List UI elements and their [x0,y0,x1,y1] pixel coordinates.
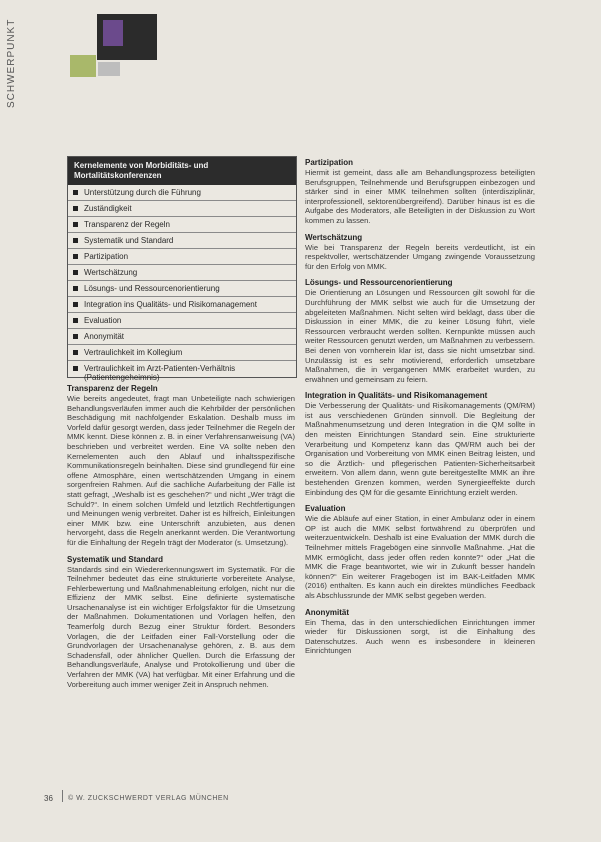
list-item [68,313,296,329]
section-heading: Systematik und Standard [67,554,164,564]
bullet-icon [73,350,78,355]
bullet-icon [73,318,78,323]
list-item [68,233,296,249]
bullet-icon [73,254,78,259]
section-label: SCHWERPUNKT [6,18,17,108]
list-item-label: Unterstützung durch die Führung [84,188,201,197]
section-text: Standards sind ein Wiedererkennungswert im Systematik. Für die Teilnehmer bedeutet das eine strukturierte vorbereitete Analyse, Fehlerbewertung und Maßnahmenableitung erfolgen, nicht nur die Effizienz der MMK selbst. Eine definierte systematische Ursachenanalyse ist ein wichtiger Erfolgsfaktor für die Umsetzung der Maßnahmen. Dokumentationen und Vorlagen helfen, den Teamerfolg durch Bezug einer Struktur fördert. Besonders Vorlagen, die der Leitfaden einer Fall-Vorstellung oder die Grundvorlagen der Ursachenanalyse gehören, z. B. aus dem Schadensfall, oder ähnlicher Quellen. Durch die Erfassung der Behandlungsverläufe, Analyse und Protokollierung und über die Verfahren der MMK (VA) hat verfügbar. Mit einer Erfahrung und die Vorbereitung auch immer weniger Zeit in Anspruch nehmen. [67,564,295,689]
bullet-icon [73,190,78,195]
list-item [68,297,296,313]
box-list [68,185,296,385]
section-heading: Wertschätzung [305,232,363,242]
list-item [68,249,296,265]
list-item-label: Zuständigkeit [84,204,132,213]
bullet-icon [73,334,78,339]
left-column [67,384,295,696]
list-item-label: Integration ins Qualitäts- und Risikomanagement [84,300,257,309]
section-text: Wie bereits angedeutet, fragt man Unbeteiligte nach schwierigen Behandlungsverläufen immer auch die Kehrbilder der persönlichen Beschädigung mit nachfolgender Eskalation. Deshalb muss im Vorfeld dafür gesorgt werden, dass jeder Teilnehmer die Regeln der MMK kennt. Diese können z. B. in einer Verfahrensanweisung (VA) beschrieben und verbreitet werden. Eine VA sollte neben den Kernelementen auch den Ablauf und inhaltsspezifische Kommunikationsregeln beinhalten. Diese sind grundlegend für eine offene Atmosphäre, einen wertschätzenden Umgang in einem sorgenfreien Rahmen. Auf die sachliche Aufarbeitung der Fälle ist statt gefragt, „Weshalb ist es geschehen?“ und nicht „Wer trägt die Schuld?“. In einem solchen Umfeld und letztlich Rechtfertigungen und Meinungen wenig verbreitet. Daher ist es hilfreich, Einleitungen einer MMK bzw. eine Unterschrift anzubieten, aus denen hervorgeht, dass die Regeln anerkannt werden. Die Verantwortung für die Einhaltung der Regeln trägt der Moderator (s. Umsetzung). [67,394,295,547]
list-item [68,185,296,201]
section-heading: Lösungs- und Ressourcenorientierung [305,278,453,288]
list-item-label: Anonymität [84,332,125,341]
section-heading: Anonymität [305,607,349,617]
section-heading: Evaluation [305,504,346,514]
list-item [68,281,296,297]
publisher-credit: © W. ZUCKSCHWERDT VERLAG MÜNCHEN [68,795,229,802]
page-number: 36 [44,794,53,803]
bullet-icon [73,238,78,243]
decorative-square-green [70,55,96,77]
bullet-icon [73,302,78,307]
bullet-icon [73,286,78,291]
list-item [68,201,296,217]
bullet-icon [73,222,78,227]
list-item-label: Lösungs- und Ressourcenorientierung [84,284,220,293]
kernelemente-box [67,156,297,382]
list-item-label: Evaluation [84,316,122,325]
section-text: Die Verbesserung der Qualitäts- und Risikomanagements (QM/RM) ist aus verschiedenen Gründen sinnvoll. Die Begleitung der Maßnahmenumsetzung und deren Integration in die QM sollte in den meisten Einrichtungen Standard sein. Eine strukturierte Verarbeitung und Kompetenz kann das QM/RM auch bei der Organisation und Vorbereitung von MMK einen Beitrag leisten, und so die Ärztlich- und pflegerischen Patienten-Sicherheitsarbeit erweitern. Von allem dann, wenn gute bereitgestellte MMK an ihre bestehenden Grenzen kommen, werden Synergieeffekte durch Einbindung des QM für die gesamte Einrichtung erzielt werden. [305,401,535,497]
list-item-label: Wertschätzung [84,268,138,277]
list-item [68,345,296,361]
section-heading: Transparenz der Regeln [67,384,158,393]
list-item-label: Transparenz der Regeln [84,220,170,229]
list-item [68,265,296,281]
section-text: Die Orientierung an Lösungen und Ressourcen gilt sowohl für die Durchführung der MMK selbst wie auch für die Umsetzung der abgeleiteten Maßnahmen. Nicht selten wird beklagt, dass über die Diskussion in einer MMK, die zu keiner Lösung führt, viele Ressourcen verbraucht werden sollten. Kernpunkte müssen auch weiter Ressourcen genutzt werden, um Maßnahmen zu verbessern. Bei denen von vornherein klar ist, dass sie nicht umsetzbar sind. Unzulässig ist es sehr motivierend, erforderlich umsetzbare Maßnahmen, die in vergangenen MMK erarbeitet wurden, zu erwähnen und gemeinsam zu feiern. [305,288,535,384]
box-title: Kernelemente von Morbiditäts- und Mortalitätskonferenzen [68,157,296,185]
footer-divider [62,790,63,802]
list-item-label: Partizipation [84,252,129,261]
list-item-label: Vertraulichkeit im Arzt-Patienten-Verhältnis (Patientengeheimnis) [84,364,236,382]
decorative-square-purple [103,20,123,46]
right-column [305,158,535,663]
section-text: Wie die Abläufe auf einer Station, in einer Ambulanz oder in einem OP ist auch die MMK selbst fortwährend zu überprüfen und weiterzuentwickeln. Deshalb ist eine Evaluation der MMK durch die Teilnehmer mittels Fragebögen eine sinnvolle Maßnahme. „Hat die MMK ermöglicht, dass jeder offen reden konnte?“ oder „Hat die MMK die Frage beantwortet, wie wir in Zukunft besser handeln können?“ Ein weiterer Fragebogen ist im BAK-Leitfaden MMK (2016) enthalten. Es kann auch ein direktes mündliches Feedback als Abschlussrunde der MMK selbst gegeben werden. [305,514,535,600]
bullet-icon [73,366,78,371]
bullet-icon [73,270,78,275]
section-heading: Partizipation [305,158,354,167]
list-item [68,217,296,233]
section-text: Ein Thema, das in den unterschiedlichen Einrichtungen immer wieder für Diskussionen sorgt, ist die Einhaltung des Datenschutzes. Auch wenn es insbesondere in kleineren Einrichtungen [305,617,535,656]
section-text: Hiermit ist gemeint, dass alle am Behandlungsprozess beteiligten Berufsgruppen, Teilnehmende und Berufsgruppen einbezogen und stärker sind in einer MMK teilnehmen sollten (interdisziplinär, interprofessionell, sektorenübergreifend). Darüber hinaus ist es die Aufgabe des Moderators, alle Beteiligten in der Diskussion zu Wort kommen zu lassen. [305,168,535,225]
bullet-icon [73,206,78,211]
list-item [68,329,296,345]
list-item-label: Vertraulichkeit im Kollegium [84,348,183,357]
section-heading: Integration in Qualitäts- und Risikomanagement [305,391,488,401]
list-item-label: Systematik und Standard [84,236,174,245]
decorative-square-grey [98,62,120,76]
list-item [68,361,296,385]
section-text: Wie bei Transparenz der Regeln bereits verdeutlicht, ist ein respektvoller, wertschätzender Umgang zwingende Voraussetzung für den Erfolg von MMK. [305,242,535,271]
